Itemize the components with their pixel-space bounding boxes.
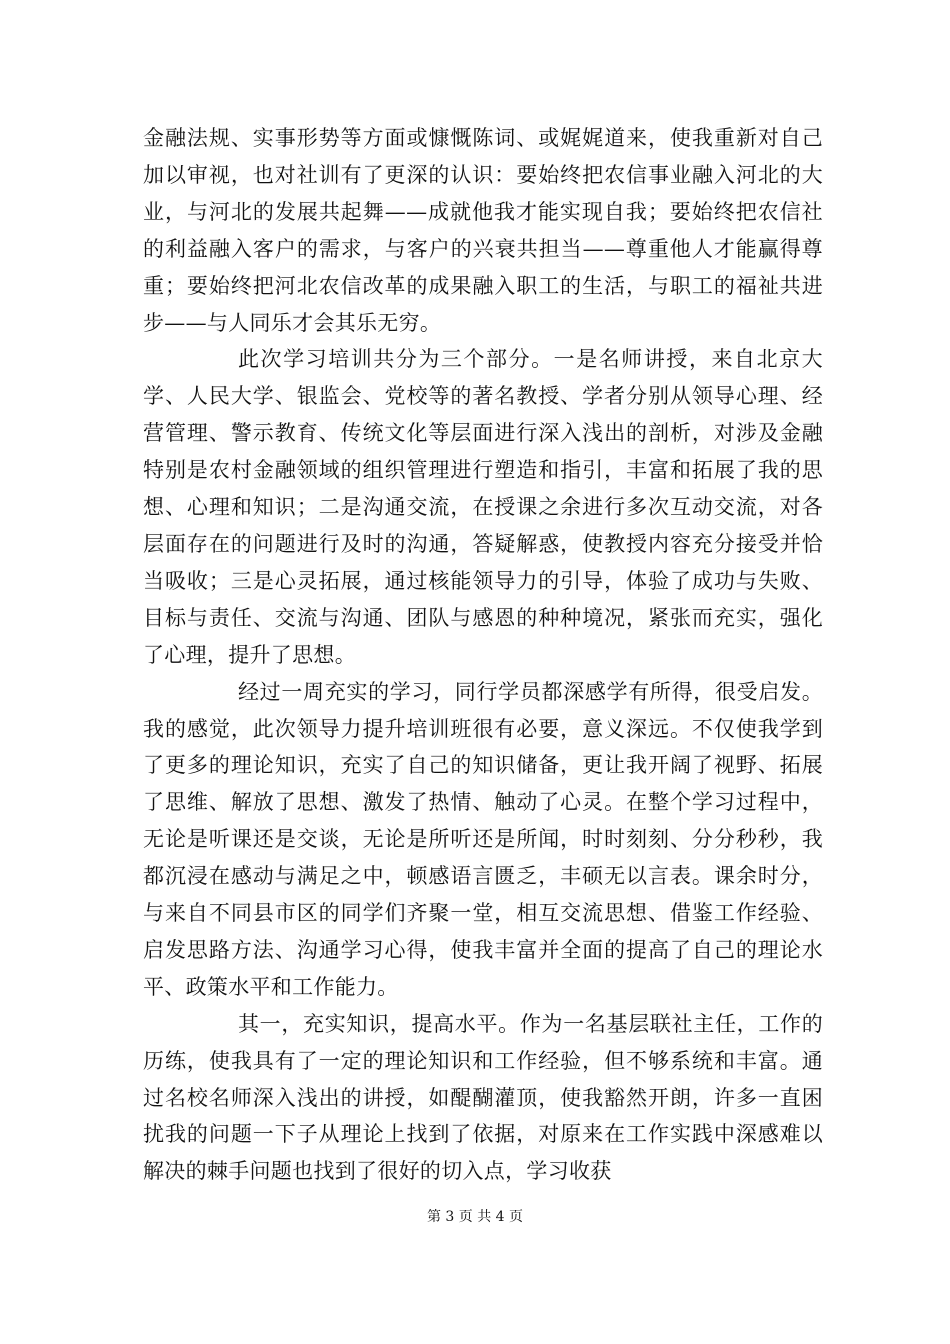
paragraph-3: 经过一周充实的学习，同行学员都深感学有所得，很受启发。我的感觉，此次领导力提升培训班很有必要，意义深远。不仅使我学到了更多的理论知识，充实了自己的知识储备，更让我开阔了视野、拓展了思维、解放了思想、激发了热情、触动了心灵。在整个学习过程中，无论是听课还是交谈，无论是所听还是所闻，时时刻刻、分分秒秒，我都沉浸在感动与满足之中，顿感语言匮乏，丰硕无以言表。课余时分，与来自不同县市区的同学们齐聚一堂，相互交流思想、借鉴工作经验、启发思路方法、沟通学习心得，使我丰富并全面的提高了自己的理论水平、政策水平和工作能力。 xyxy=(143,679,823,999)
paragraph-1: 金融法规、实事形势等方面或慷慨陈词、或娓娓道来，使我重新对自己加以审视，也对社训有了更深的认识：要始终把农信事业融入河北的大业，与河北的发展共起舞——成就他我才能实现自我；要始终把农信社的利益融入客户的需求，与客户的兴衰共担当——尊重他人才能赢得尊重；要始终把河北农信改革的成果融入职工的生活，与职工的福祉共进步——与人同乐才会其乐无穷。 xyxy=(143,126,823,335)
page-number-label: 第 3 页 共 4 页 xyxy=(426,1209,524,1225)
page-footer xyxy=(0,1206,950,1226)
paragraph-2: 此次学习培训共分为三个部分。一是名师讲授，来自北京大学、人民大学、银监会、党校等的著名教授、学者分别从领导心理、经营管理、警示教育、传统文化等层面进行深入浅出的剖析，对涉及金融特别是农村金融领域的组织管理进行塑造和指引，丰富和拓展了我的思想、心理和知识；二是沟通交流，在授课之余进行多次互动交流，对各层面存在的问题进行及时的沟通，答疑解惑，使教授内容充分接受并恰当吸收；三是心灵拓展，通过核能领导力的引导，体验了成功与失败、目标与责任、交流与沟通、团队与感恩的种种境况，紧张而充实，强化了心理，提升了思想。 xyxy=(143,347,823,667)
paragraph-4: 其一，充实知识，提高水平。作为一名基层联社主任，工作的历练，使我具有了一定的理论知识和工作经验，但不够系统和丰富。通过名校名师深入浅出的讲授，如醍醐灌顶，使我豁然开朗，许多一直困扰我的问题一下子从理论上找到了依据，对原来在工作实践中深感难以解决的棘手问题也找到了很好的切入点，学习收获 xyxy=(143,1011,823,1184)
document-body xyxy=(143,120,823,1190)
